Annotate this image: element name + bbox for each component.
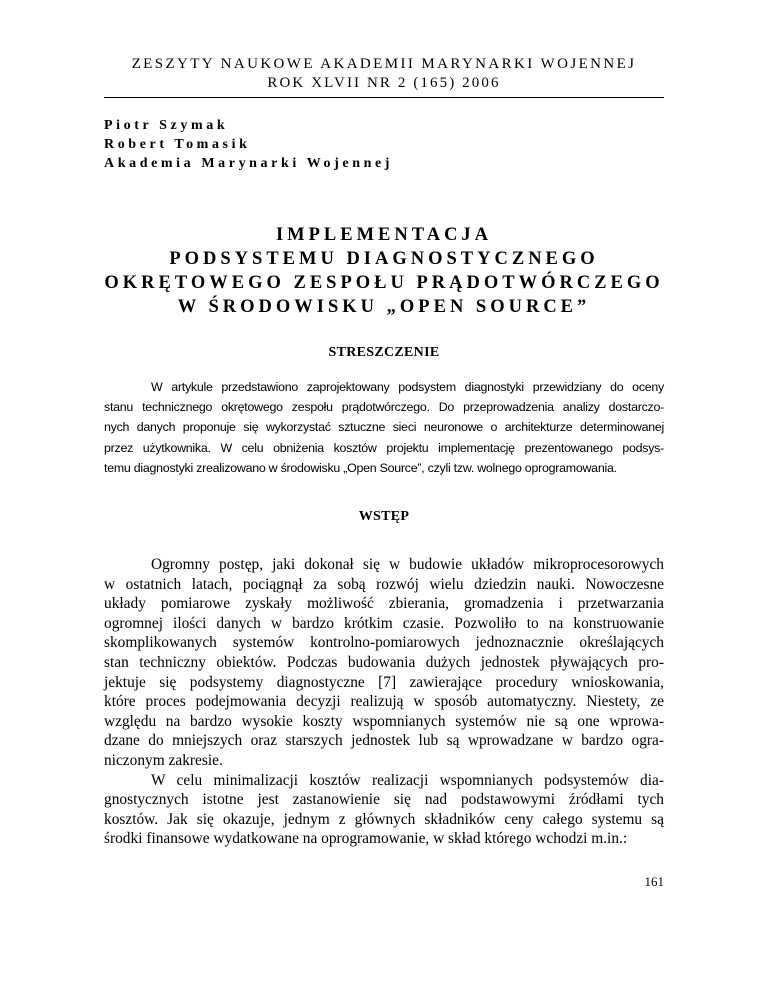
journal-issue: ROK XLVII NR 2 (165) 2006 (267, 75, 501, 91)
body-line: stan techniczny obiektów. Podczas budowania dużych jednostek pływających pro- (104, 653, 664, 671)
article-title (104, 223, 664, 319)
title-line: W ŚRODOWISKU „OPEN SOURCE” (177, 297, 591, 317)
body-line: skomplikowanych systemów kontrolno-pomiarowych jednoznacznie określających (104, 634, 664, 652)
journal-name: ZESZYTY NAUKOWE AKADEMII MARYNARKI WOJENNEJ (131, 56, 637, 72)
title-line: IMPLEMENTACJA (275, 225, 493, 245)
page-number: 161 (644, 874, 664, 889)
body-line: względu na bardzo wysokie koszty wspomnianych systemów nie są one wprowa- (104, 712, 664, 730)
body-line: układy pomiarowe zyskały możliwość zbierania, gromadzenia i przetwarzania (104, 595, 664, 613)
body-line: jektuje się podsystemy diagnostyczne [7] zawierające procedury wnioskowania, (104, 673, 664, 691)
body-line: kosztów. Jak się okazuje, jednym z głównych składników ceny całego systemu są (104, 810, 664, 828)
author-block (104, 116, 393, 173)
body-line: ogromnej ilości danych w bardzo krótkim czasie. Pozwoliło to na konstruowanie (104, 614, 664, 632)
title-line: OKRĘTOWEGO ZESPOŁU PRĄDOTWÓRCZEGO (104, 273, 664, 293)
abstract-line: stanu technicznego okrętowego zespołu prądotwórczego. Do przeprowadzenia analizy dostarczo- (104, 400, 664, 415)
abstract-text (104, 377, 664, 478)
abstract-line: przez użytkownika. W celu obniżenia kosztów projektu implementację prezentowanego podsys- (104, 440, 664, 455)
journal-header (104, 55, 664, 93)
body-line: Ogromny postęp, jaki dokonał się w budowie układów mikroprocesorowych (151, 556, 664, 573)
body-line: W celu minimalizacji kosztów realizacji wspomnianych podsystemów dia- (151, 771, 664, 789)
body-line: niczonym zakresie. (104, 751, 223, 769)
body-line: dzane do mniejszych oraz starszych jednostek lub są wprowadzane w bardzo ogra- (104, 732, 664, 750)
author-affiliation: Akademia Marynarki Wojennej (104, 156, 394, 171)
author-name: Robert Tomasik (104, 137, 251, 152)
abstract-line: W artykule przedstawiono zaprojektowany podsystem diagnostyki przewidziany do oceny (151, 380, 664, 394)
body-line: w ostatnich latach, pociągnął za sobą rozwój wielu dziedzin nauki. Nowoczesne (104, 575, 664, 593)
body-line: które proces podejmowania decyzji realizują w sposób automatyczny. Niestety, ze (104, 693, 664, 711)
title-line: PODSYSTEMU DIAGNOSTYCZNEGO (169, 249, 599, 269)
author-name: Piotr Szymak (104, 118, 229, 133)
body-line: gnostycznych istotne jest zastanowienie się nad podstawowymi źródłami tych (104, 791, 664, 809)
abstract-line: temu diagnostyki zrealizowano w środowisku „Open Source”, czyli tzw. wolnego oprogramowania. (104, 460, 617, 475)
abstract-heading: STRESZCZENIE (328, 345, 440, 360)
intro-heading: WSTĘP (358, 509, 410, 524)
intro-text (104, 555, 664, 849)
abstract-line: nych danych proponuje się wykorzystać sztuczne sieci neuronowe o architekturze determinowanej (104, 420, 664, 435)
body-line: środki finansowe wydatkowane na oprogramowanie, w skład którego wchodzi m.in.: (104, 830, 628, 848)
header-rule (104, 97, 664, 98)
